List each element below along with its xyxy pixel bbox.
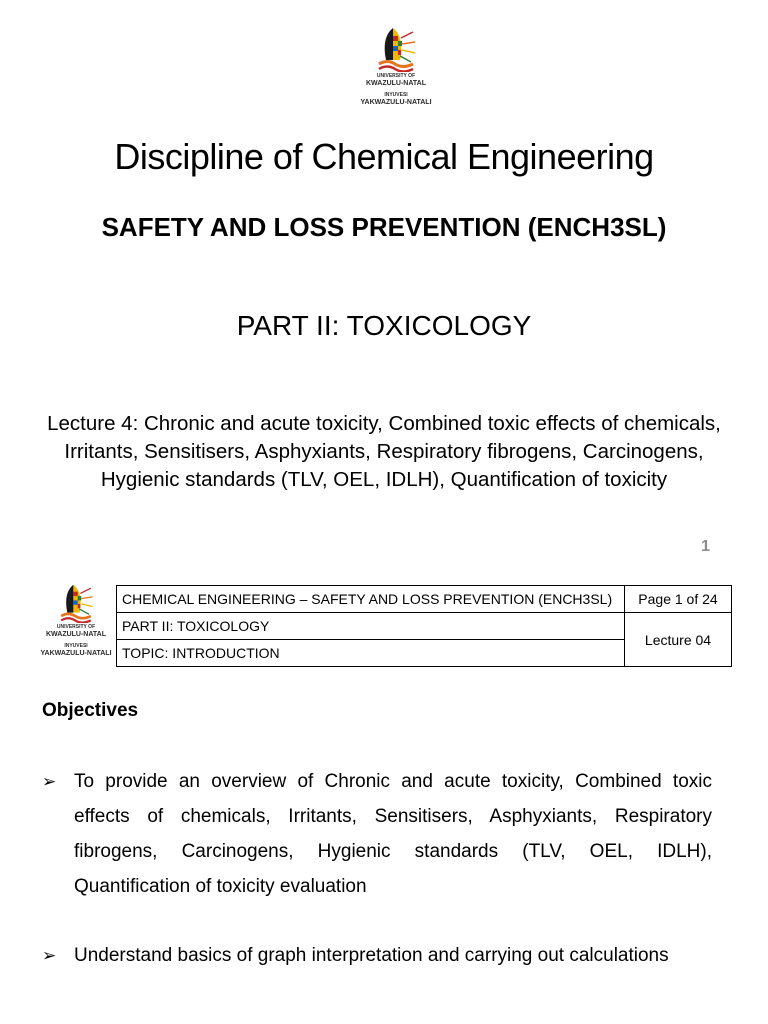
list-item	[42, 938, 712, 973]
arrow-bullet-icon: ➢	[42, 946, 57, 965]
page-header-table	[116, 585, 732, 667]
slide-number: 1	[701, 538, 710, 555]
header-logo-line-2: KWAZULU-NATAL	[45, 631, 106, 638]
logo-line-2: KWAZULU-NATAL	[365, 80, 426, 87]
header-part: PART II: TOXICOLOGY	[117, 613, 625, 640]
header-logo	[38, 583, 114, 658]
ukzn-shield-icon	[56, 583, 96, 623]
slide-title: Discipline of Chemical Engineering	[114, 136, 654, 177]
logo-text	[360, 72, 432, 107]
part-heading: PART II: TOXICOLOGY	[236, 310, 532, 341]
header-logo-text	[38, 623, 114, 658]
logo-line-1: UNIVERSITY OF	[376, 73, 416, 79]
header-topic: TOPIC: INTRODUCTION	[117, 640, 625, 667]
list-item	[42, 764, 712, 904]
objectives-heading: Objectives	[42, 700, 139, 721]
header-logo-line-1: UNIVERSITY OF	[56, 624, 96, 630]
university-logo	[360, 26, 432, 107]
objective-text: To provide an overview of Chronic and acute toxicity, Combined toxic effects of chemicals, Irritants, Sensitisers, Asphyxiants, Respiratory fibrogens, Carcinogens, Hygienic standards (TLV, OEL, IDLH), Quantification of toxicity evaluation	[74, 771, 712, 897]
header-lecture: Lecture 04	[625, 613, 732, 667]
header-page: Page 1 of 24	[625, 586, 732, 613]
ukzn-shield-icon	[373, 26, 419, 72]
course-subtitle: SAFETY AND LOSS PREVENTION (ENCH3SL)	[101, 212, 667, 242]
logo-line-3: INYUVESI	[384, 92, 408, 98]
header-course: CHEMICAL ENGINEERING – SAFETY AND LOSS PREVENTION (ENCH3SL)	[117, 586, 625, 613]
logo-line-4: YAKWAZULU-NATALI	[360, 99, 432, 106]
header-logo-line-4: YAKWAZULU-NATALI	[40, 650, 112, 657]
objective-text: Understand basics of graph interpretation and carrying out calculations	[74, 945, 669, 966]
arrow-bullet-icon: ➢	[42, 772, 57, 791]
header-logo-line-3: INYUVESI	[64, 643, 88, 649]
lecture-description: Lecture 4: Chronic and acute toxicity, Combined toxic effects of chemicals, Irritants, Sensitisers, Asphyxiants, Respiratory fibrogens, Carcinogens, Hygienic standards (TLV, OEL, IDLH), Quantification of toxicity	[47, 412, 721, 491]
